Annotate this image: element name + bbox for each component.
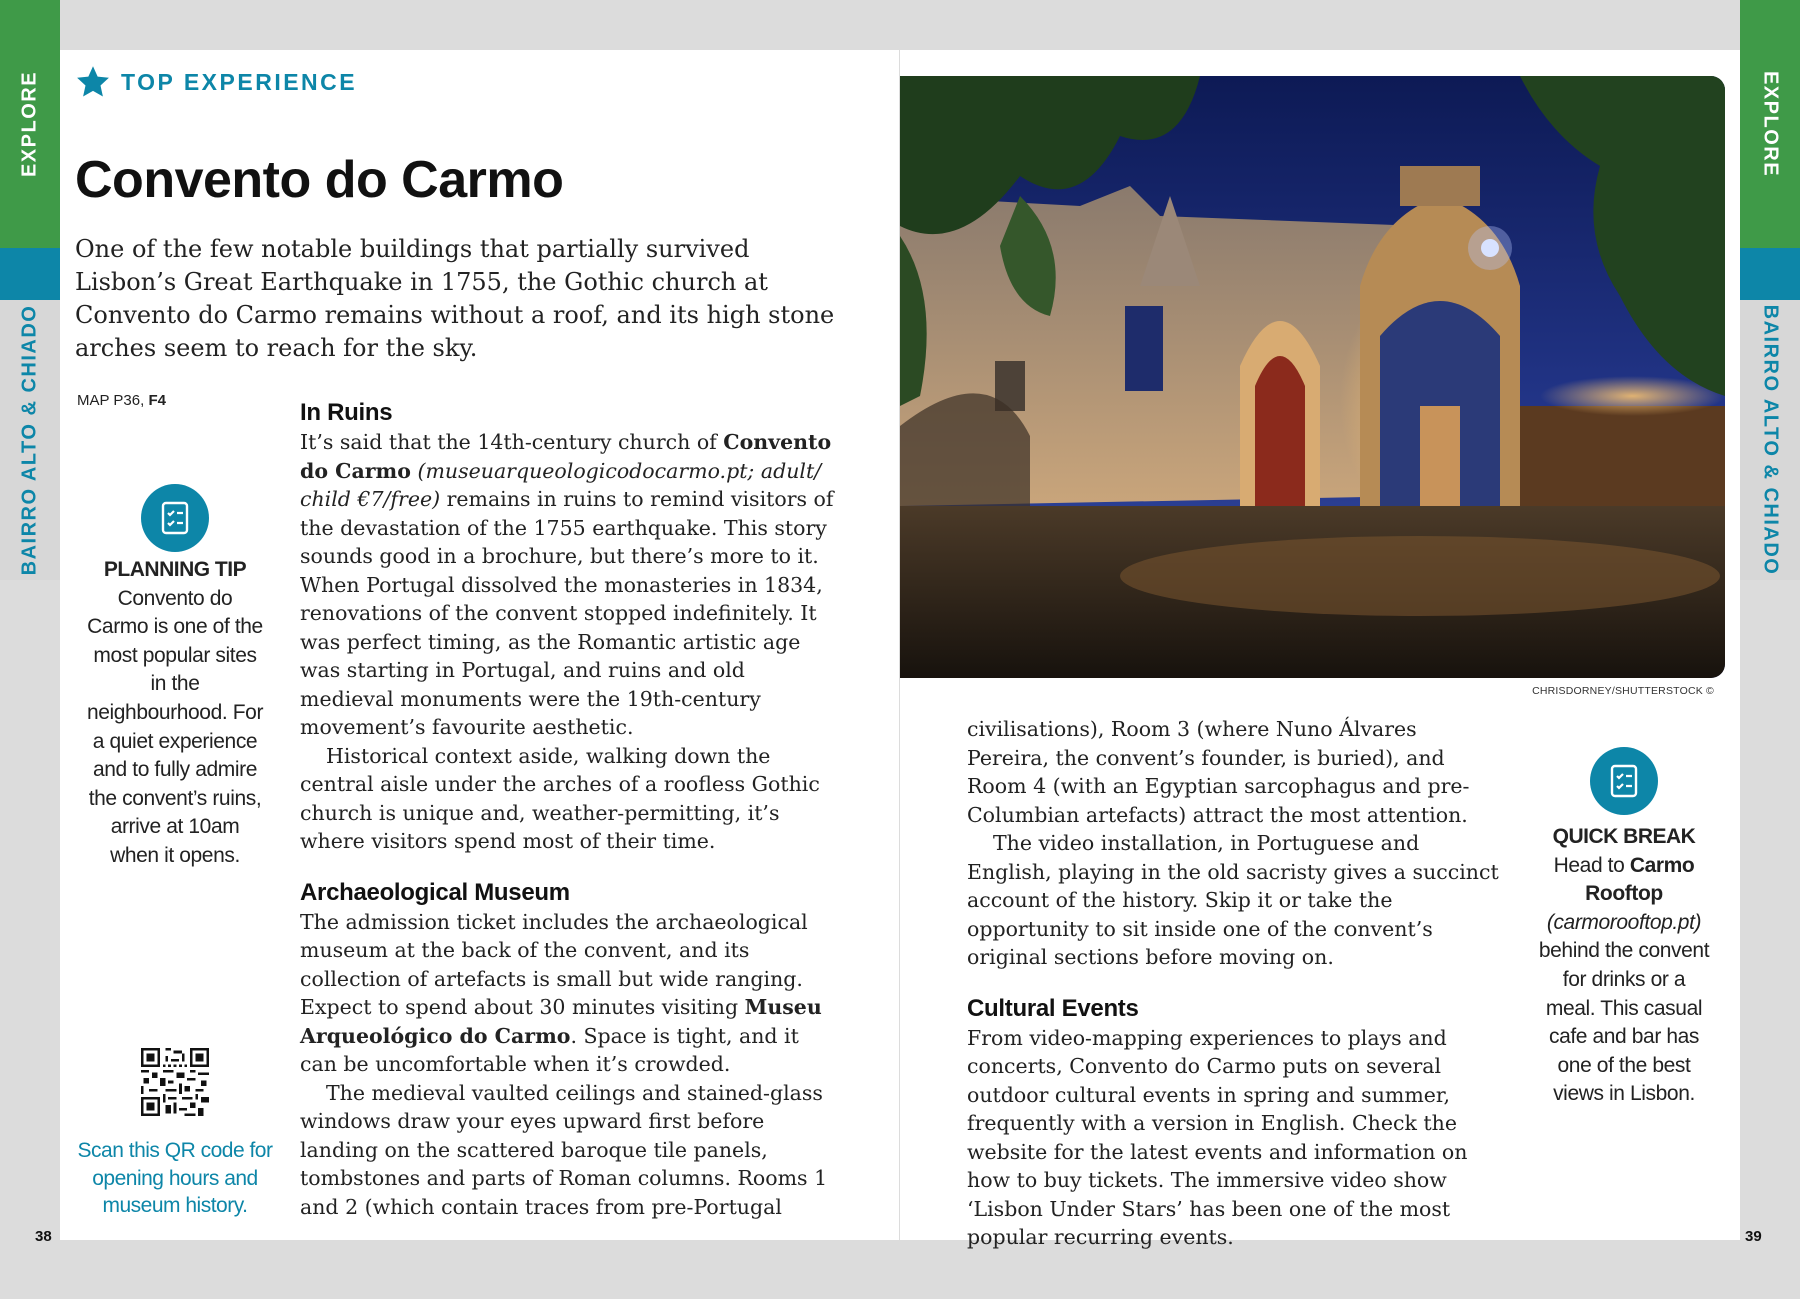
text-run: Head to <box>1553 853 1630 877</box>
body-column-2 <box>967 715 1500 1252</box>
page-title: Convento do Carmo <box>75 151 564 209</box>
body-column-1 <box>300 398 835 1221</box>
in-ruins-paragraph-1 <box>300 428 835 742</box>
map-ref-label: MAP P36, <box>77 392 149 409</box>
quick-break <box>1536 823 1712 1109</box>
side-tab-divider-right <box>1740 248 1800 300</box>
website-italic[interactable]: (museuarqueologicodocarmo.pt; adult/ child €7/free) <box>300 458 822 511</box>
quick-break-heading: QUICK BREAK <box>1552 825 1696 848</box>
side-tab-explore-right <box>1740 0 1800 248</box>
top-experience-kicker <box>75 64 357 100</box>
text-run: behind the convent for drinks or a meal. This casual cafe and bar has one of the best views in Lisbon. <box>1538 939 1710 1106</box>
text-run: remains in ruins to remind visitors of the devastation of the 1755 earthquake. This story sounds good in a brochure, but there’s more to it. When Portugal dissolved the monasteries in 1834, renovations of the convent stopped indefinitely. It was perfect timing, as the Romantic artistic age was starting in Portugal, and ruins and old medieval monuments were the 19th-century movement’s favourite aesthetic. <box>300 487 834 739</box>
planning-tip-text: Convento do Carmo is one of the most popular sites in the neighbourhood. For a quiet experience and to fully admire the convent’s ruins, arrive at 10am when it opens. <box>86 586 264 867</box>
side-tab-explore-label: EXPLORE <box>18 70 41 178</box>
page-number-left: 38 <box>35 1228 52 1245</box>
convento-do-carmo-photo <box>900 76 1725 678</box>
museum-paragraph-1 <box>300 908 835 1079</box>
museum-paragraph-2: The medieval vaulted ceilings and stained-glass windows draw your eyes upward first before landing on the scattered baroque tile panels, tombstones and parts of Roman columns. Rooms 1 and 2 (which contain traces from pre-Portugal <box>300 1080 828 1219</box>
map-ref-grid: F4 <box>148 392 166 409</box>
side-tab-area-label: BAIRRO ALTO & CHIADO <box>18 304 41 576</box>
planning-tip <box>86 556 264 871</box>
kicker-label: TOP EXPERIENCE <box>121 68 358 95</box>
side-tab-area-left <box>0 300 60 580</box>
star-icon <box>75 64 111 100</box>
planning-tip-heading: PLANNING TIP <box>103 558 247 581</box>
carmo-rooftop-bold: Carmo Rooftop <box>1585 853 1695 906</box>
checklist-icon <box>141 484 209 552</box>
museum-paragraph-3: The video installation, in Portuguese and English, playing in the old sacristy gives a succinct account of the history. Skip it or take the opportunity to sit inside one of the convent’s original sections before moving on. <box>967 831 1499 969</box>
side-tab-explore-left <box>0 0 60 248</box>
section-heading-museum: Archaeological Museum <box>300 878 570 906</box>
section-heading-cultural-events: Cultural Events <box>967 994 1139 1022</box>
qr-code[interactable] <box>141 1048 209 1116</box>
photo-credit: CHRISDORNEY/SHUTTERSTOCK © <box>1532 685 1714 697</box>
checklist-icon <box>1590 747 1658 815</box>
page-number-right: 39 <box>1745 1228 1762 1245</box>
text-run: . Space is tight, and it can be uncomfortable when it’s crowded. <box>300 1023 799 1076</box>
side-tab-area-right <box>1740 300 1800 580</box>
museum-paragraph-2-continued: civilisations), Room 3 (where Nuno Álvares Pereira, the convent’s founder, is buried), and Room 4 (with an Egyptian sarcophagus and pre-Columbian artefacts) attract the most attention. <box>967 717 1470 827</box>
text-run: The admission ticket includes the archaeological museum at the back of the convent, and its collection of artefacts is small but wide ranging. Expect to spend about 30 minutes visiting <box>300 909 808 1019</box>
cultural-events-paragraph: From video-mapping experiences to plays and concerts, Convento do Carmo puts on several outdoor cultural events in spring and summer, frequently with a version in English. Check the website for the latest events and information on how to buy tickets. The immersive video show ‘Lisbon Under Stars’ has been one of the most popular recurring events. <box>967 1025 1468 1249</box>
text-run: It’s said that the 14th-century church of <box>300 430 724 454</box>
side-tab-divider-left <box>0 248 60 300</box>
museu-arqueologico-bold: Museu Arqueológico do Carmo <box>300 995 822 1048</box>
side-tab-area-label: BAIRRO ALTO & CHIADO <box>1759 304 1782 576</box>
qr-caption: Scan this QR code for opening hours and museum history. <box>77 1139 273 1217</box>
carmo-rooftop-website[interactable]: (carmorooftop.pt) <box>1546 910 1702 934</box>
convento-do-carmo-bold: Convento do Carmo <box>300 430 832 483</box>
section-heading-in-ruins: In Ruins <box>300 399 393 426</box>
in-ruins-paragraph-2: Historical context aside, walking down the central aisle under the arches of a roofless Gothic church is unique and, weather-permitting, it’s where visitors spend most of their time. <box>300 743 820 853</box>
side-tab-explore-label: EXPLORE <box>1759 70 1782 178</box>
map-reference <box>77 392 166 409</box>
intro-paragraph: One of the few notable buildings that partially survived Lisbon’s Great Earthquake in 1755, the Gothic church at Convento do Carmo remains without a roof, and its high stone arches seem to reach for the sky. <box>75 235 835 362</box>
